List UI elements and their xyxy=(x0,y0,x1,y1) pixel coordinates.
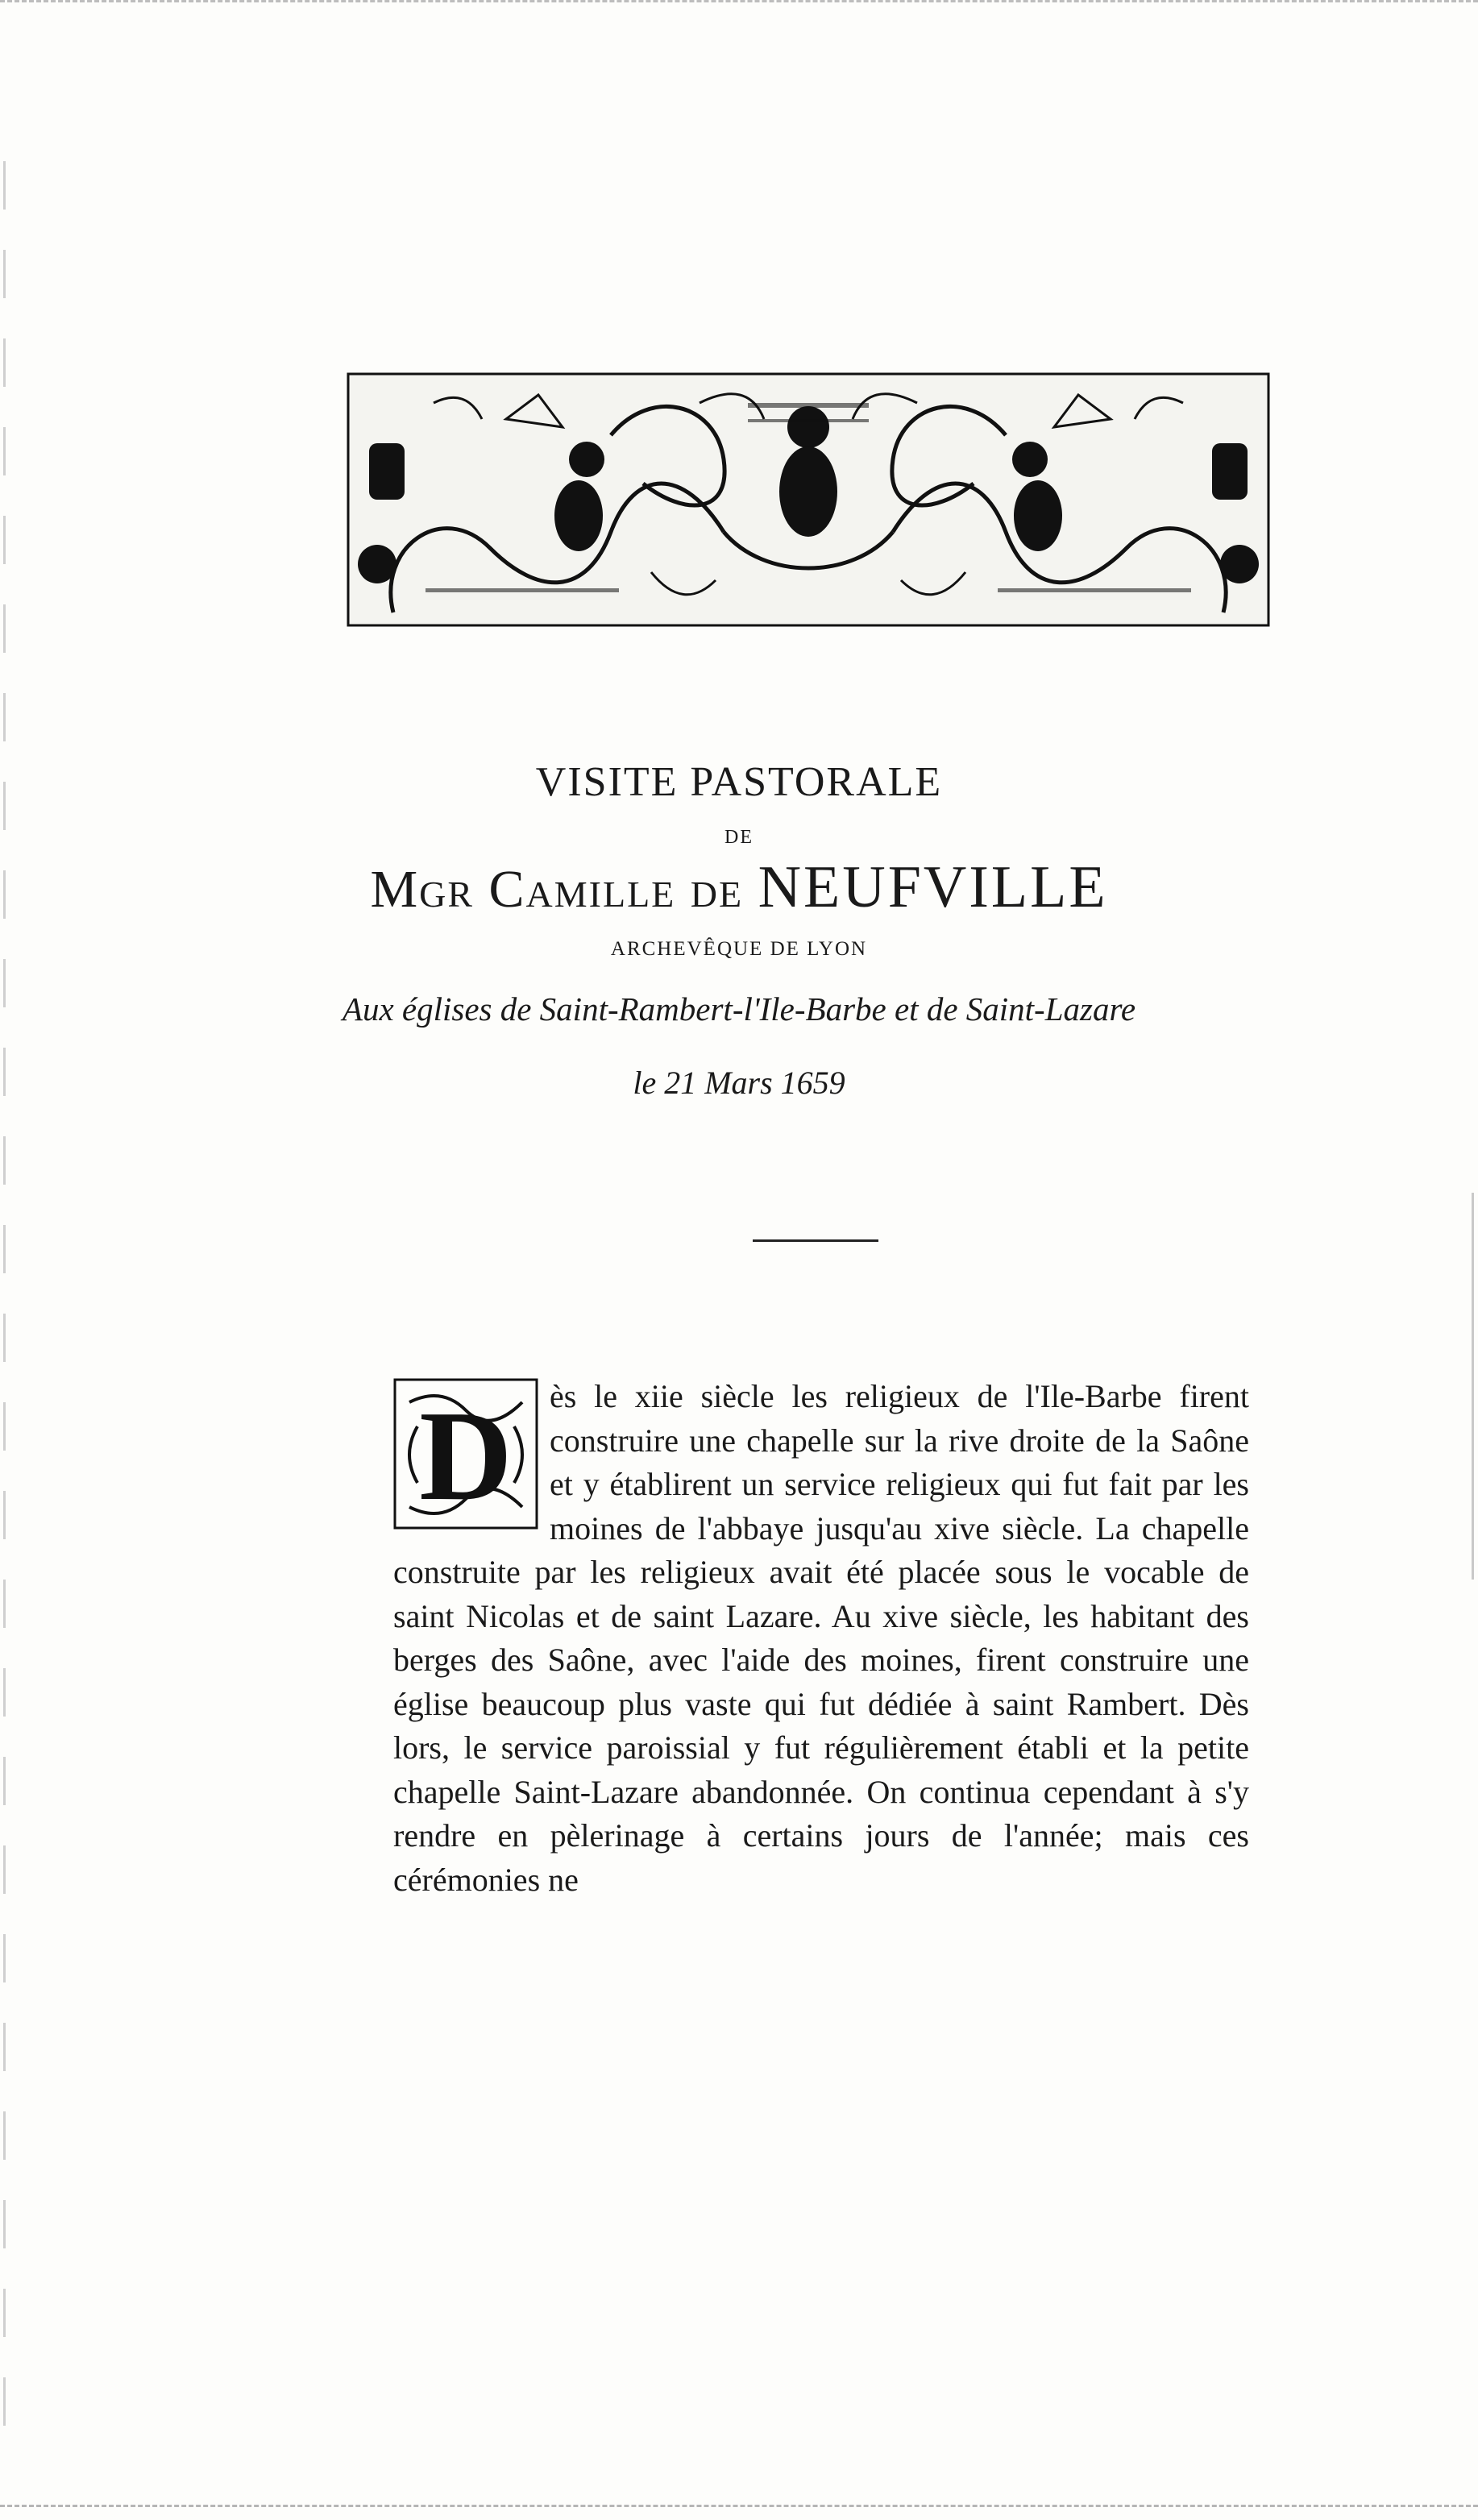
title-line-4: ARCHEVÊQUE DE LYON xyxy=(610,938,868,961)
title-name-prefix: Mgr Camille de xyxy=(370,860,744,920)
body-paragraph: ès le xiie siècle les religieux de l'Ile-Barbe firent construire une chapelle sur la rive droite de la Saône et y établirent un service religieux qui fut fait par les moines de l'abbaye jusqu'au xive siècle. La chapelle construite par les religieux avait été placée sous le vocable de saint Nicolas et de saint Lazare. Au xive siècle, les habitant des berges des Saône, avec l'aide des moines, firent construire une église beaucoup plus vaste qui fut dédiée à saint Rambert. Dès lors, le service paroissial y fut régulièrement établi et la petite chapelle Saint-Lazare abandonnée. On continua cependant à s'y rendre en pèlerinage à certains jours de l'année; mais ces cérémonies ne xyxy=(393,1378,1249,1898)
gutter-line-left xyxy=(3,161,6,2458)
page-edge-top xyxy=(0,0,1478,8)
title-line-2: DE xyxy=(724,827,754,849)
ornamental-headpiece xyxy=(345,371,1272,629)
title-block xyxy=(242,758,1236,1102)
drop-cap-letter: D xyxy=(419,1384,513,1527)
drop-cap-ornament xyxy=(393,1378,538,1530)
title-name-surname: NEUFVILLE xyxy=(758,854,1108,921)
title-date: le 21 Mars 1659 xyxy=(633,1065,845,1102)
page-edge-bottom xyxy=(0,2505,1478,2513)
title-line-1: VISITE PASTORALE xyxy=(535,759,943,805)
body-text xyxy=(393,1375,1249,1902)
gutter-line-right xyxy=(1472,1193,1474,1580)
separator-rule xyxy=(753,1239,878,1242)
title-name xyxy=(242,853,1236,922)
title-line-5: Aux églises de Saint-Rambert-l'Ile-Barbe et de Saint-Lazare xyxy=(342,990,1136,1028)
